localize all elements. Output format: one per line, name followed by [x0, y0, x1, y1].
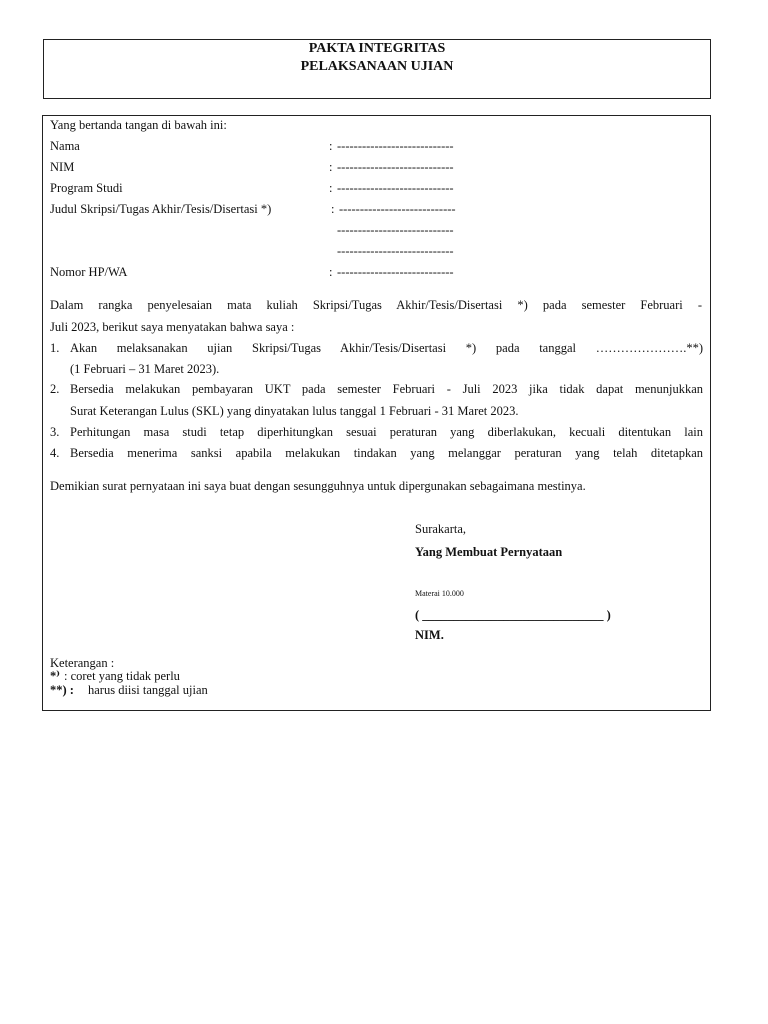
stamp-label: Materai 10.000 [415, 589, 464, 598]
title-box [43, 39, 711, 99]
list-item-number: 2. [50, 382, 60, 396]
field-blank-nomor-hp: ---------------------------- [337, 265, 454, 279]
field-label-judul: Judul Skripsi/Tugas Akhir/Tesis/Disertasi *) [50, 202, 272, 216]
list-item-1-line-2: (1 Februari – 31 Maret 2023). [70, 362, 220, 376]
field-separator: : [329, 160, 333, 174]
field-blank-judul: ---------------------------- [339, 202, 456, 216]
document-title: PAKTA INTEGRITAS [308, 41, 446, 56]
field-blank-program-studi: ---------------------------- [337, 181, 454, 195]
note-1-text: : coret yang tidak perlu [64, 669, 180, 683]
field-blank-nama: ---------------------------- [337, 139, 454, 153]
list-item-number: 3. [50, 425, 60, 439]
field-separator: : [329, 265, 333, 279]
intro-text: Yang bertanda tangan di bawah ini: [50, 118, 227, 132]
list-item-3: Perhitungan masa studi tetap diperhitungkan sesuai peraturan yang diberlakukan, kecuali ditentukan lain [70, 425, 703, 439]
field-separator: : [329, 181, 333, 195]
list-item-4: Bersedia menerima sanksi apabila melakukan tindakan yang melanggar peraturan yang telah ditetapkan [70, 446, 703, 460]
signature-maker: Yang Membuat Pernyataan [415, 545, 563, 559]
field-separator: : [331, 202, 335, 216]
field-label-nama: Nama [50, 139, 80, 153]
statement-line-1: Dalam rangka penyelesaian mata kuliah Skripsi/Tugas Akhir/Tesis/Disertasi *) pada semester Februari - [50, 298, 702, 312]
field-blank-judul-2: ---------------------------- [337, 223, 454, 237]
list-item-number: 4. [50, 446, 60, 460]
list-item-1-line-1: Akan melaksanakan ujian Skripsi/Tugas Akhir/Tesis/Disertasi *) pada tanggal ………………….**) [70, 341, 703, 355]
list-item-number: 1. [50, 341, 60, 355]
signature-nim: NIM. [415, 628, 444, 642]
document-subtitle: PELAKSANAAN UJIAN [300, 59, 454, 74]
closing-statement: Demikian surat pernyataan ini saya buat dengan sesungguhnya untuk dipergunakan sebagaimana mestinya. [50, 479, 586, 493]
signature-name-line: ( _____________________________ ) [415, 608, 611, 622]
field-label-nim: NIM [50, 160, 75, 174]
form-body [42, 115, 711, 711]
signature-place: Surakarta, [415, 522, 467, 536]
note-2-mark: **) : [50, 683, 74, 697]
note-2-text: harus diisi tanggal ujian [88, 683, 208, 697]
notes-heading: Keterangan : [50, 656, 115, 670]
list-item-2-line-1: Bersedia melakukan pembayaran UKT pada semester Februari - Juli 2023 jika tidak dapat menunjukkan [70, 382, 703, 396]
field-blank-nim: ---------------------------- [337, 160, 454, 174]
field-label-nomor-hp: Nomor HP/WA [50, 265, 128, 279]
note-1-mark: *⁾ [50, 669, 60, 683]
field-separator: : [329, 139, 333, 153]
statement-line-2: Juli 2023, berikut saya menyatakan bahwa saya : [50, 320, 295, 334]
field-label-program-studi: Program Studi [50, 181, 123, 195]
list-item-2-line-2: Surat Keterangan Lulus (SKL) yang dinyatakan lulus tanggal 1 Februari - 31 Maret 2023. [70, 404, 519, 418]
field-blank-judul-3: ---------------------------- [337, 244, 454, 258]
